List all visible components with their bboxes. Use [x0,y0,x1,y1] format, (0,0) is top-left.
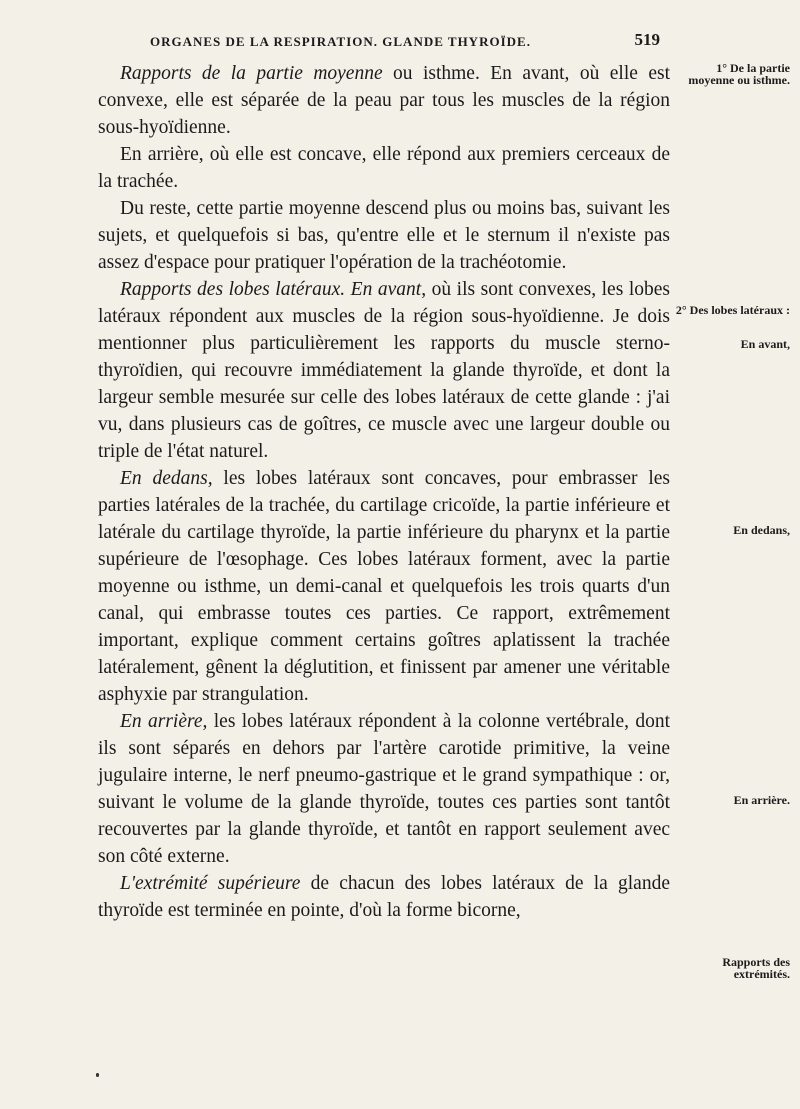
paragraph-text: En arrière, où elle est concave, elle répond aux premiers cerceaux de la trachée. [98,144,670,192]
paragraph-en-arriere-lobes [98,708,670,870]
paragraph-en-arriere-isthme [98,141,670,195]
paragraph-du-reste [98,195,670,276]
paragraph-text: de chacun des lobes latéraux de la glande thyroïde est terminée en pointe, d'où la forme bicorne, [98,873,670,921]
paragraph-lead: Rapports de la partie moyenne [120,63,383,84]
paragraph-text: Du reste, cette partie moyenne descend plus ou moins bas, suivant les sujets, et quelquefois si bas, qu'entre elle et le sternum il n'existe pas assez d'espace pour pratiquer l'opération de la trachéotomie. [98,198,670,273]
margin-note-en-dedans: En dedans, [733,523,790,537]
paragraph-lobes-lateraux [98,276,670,465]
ink-spot [96,1073,99,1077]
paragraph-text: les lobes latéraux sont concaves, pour embrasser les parties latérales de la trachée, du cartilage cricoïde, la partie inférieure et latérale du cartilage thyroïde, la partie inférieure du pharynx et la partie supérieure de l'œsophage. Ces lobes latéraux forment, avec la partie moyenne ou isthme, un demi-canal et quelquefois les trois quarts d'un canal, qui embrasse toutes ces parties. Ce rapport, extrêmement important, explique comment certains goîtres aplatissent la trachée latéralement, gênent la déglutition, et finissent par amener une véritable asphyxie par strangulation. [98,468,670,705]
paragraph-isthme [98,60,670,141]
paragraph-lead: En dedans, [120,468,213,489]
margin-note-extremites: Rapports des extrémités. [722,955,790,981]
margin-note-isthme: 1° De la partie moyenne ou isthme. [688,61,790,87]
header-title: ORGANES DE LA RESPIRATION. GLANDE THYROÏDE. [150,34,531,49]
paragraph-text: où ils sont convexes, les lobes latéraux répondent aux muscles de la région sous-hyoïdienne. Je dois mentionner plus particulièrement les rapports du muscle sterno-thyroïdien, qui recouvre immédiatement la glande thyroïde, et dont la largeur semble mesurée sur celle des lobes latéraux de cette glande : j'ai vu, dans plusieurs cas de goîtres, ce muscle avec une largeur double ou triple de l'état naturel. [98,279,670,462]
paragraph-extremite [98,870,670,924]
paragraph-text: ou isthme. En avant, où elle est convexe, elle est séparée de la peau par tous les muscles de la région sous-hyoïdienne. [98,63,670,138]
paragraph-text: les lobes latéraux répondent à la colonne vertébrale, dont ils sont séparés en dehors par l'artère carotide primitive, la veine jugulaire interne, le nerf pneumo-gastrique et le grand sympathique : or, suivant le volume de la glande thyroïde, toutes ces parties sont tantôt recouvertes par la glande thyroïde, et tantôt en rapport seulement avec son côté externe. [98,711,671,867]
page-number: 519 [634,30,660,49]
margin-note-en-avant: En avant, [740,337,790,351]
paragraph-lead: En arrière, [120,711,208,732]
paragraph-lead: Rapports des lobes latéraux. En avant, [120,279,427,300]
paragraph-en-dedans [98,465,670,708]
margin-note-lobes-lateraux: 2° Des lobes latéraux : [675,303,790,317]
body-text [98,60,670,924]
margin-note-en-arriere: En arrière. [733,793,790,807]
paragraph-lead: L'extrémité supérieure [120,873,301,894]
